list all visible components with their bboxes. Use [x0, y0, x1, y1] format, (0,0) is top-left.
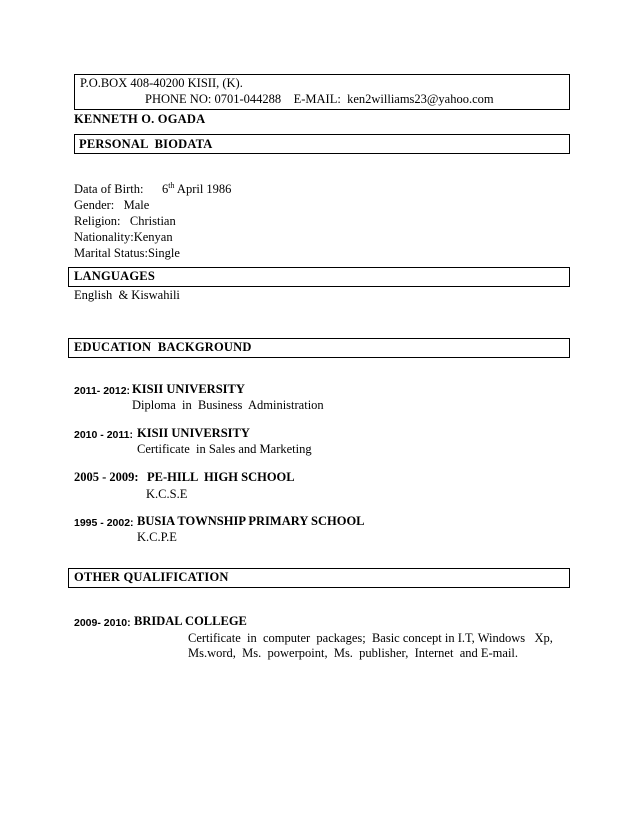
other-detail-line1: Certificate in computer packages; Basic concept in I.T, Windows Xp, [188, 631, 553, 645]
edu-institution: KISII UNIVERSITY [137, 426, 250, 440]
other-heading: OTHER QUALIFICATION [74, 570, 229, 584]
edu-detail: K.C.P.E [137, 530, 177, 544]
education-heading: EDUCATION BACKGROUND [74, 340, 252, 354]
nationality: Nationality:Kenyan [74, 230, 173, 244]
edu-institution: BUSIA TOWNSHIP PRIMARY SCHOOL [137, 514, 365, 528]
edu-years: 2011- 2012: [74, 385, 131, 397]
religion: Religion: Christian [74, 214, 176, 228]
dob-suffix: th [168, 180, 175, 190]
contact-phone-email: PHONE NO: 0701-044288 E-MAIL: ken2williams23@yahoo.com [145, 92, 494, 106]
other-detail-line2: Ms.word, Ms. powerpoint, Ms. publisher, Internet and E-mail. [188, 646, 519, 660]
edu-detail: Diploma in Business Administration [132, 398, 324, 412]
marital-status: Marital Status:Single [74, 246, 180, 260]
dob-day: 6 [162, 182, 169, 196]
languages-heading: LANGUAGES [74, 269, 155, 283]
gender: Gender: Male [74, 198, 150, 212]
contact-address: P.O.BOX 408-40200 KISII, (K). [80, 76, 243, 90]
dob-rest: April 1986 [174, 182, 232, 196]
edu-institution: PE-HILL HIGH SCHOOL [147, 470, 295, 484]
languages-value: English & Kiswahili [74, 288, 180, 302]
edu-years: 1995 - 2002: [74, 517, 134, 529]
edu-institution: KISII UNIVERSITY [132, 382, 245, 396]
other-years: 2009- 2010: [74, 617, 131, 629]
dob-value [162, 182, 231, 197]
dob-label: Data of Birth: [74, 182, 144, 196]
applicant-name: KENNETH O. OGADA [74, 112, 206, 126]
personal-heading: PERSONAL BIODATA [79, 137, 213, 151]
other-institution: BRIDAL COLLEGE [134, 614, 247, 628]
edu-detail: Certificate in Sales and Marketing [137, 442, 312, 456]
edu-years: 2005 - 2009: [74, 470, 139, 484]
edu-years: 2010 - 2011: [74, 429, 133, 441]
edu-detail: K.C.S.E [146, 487, 188, 501]
